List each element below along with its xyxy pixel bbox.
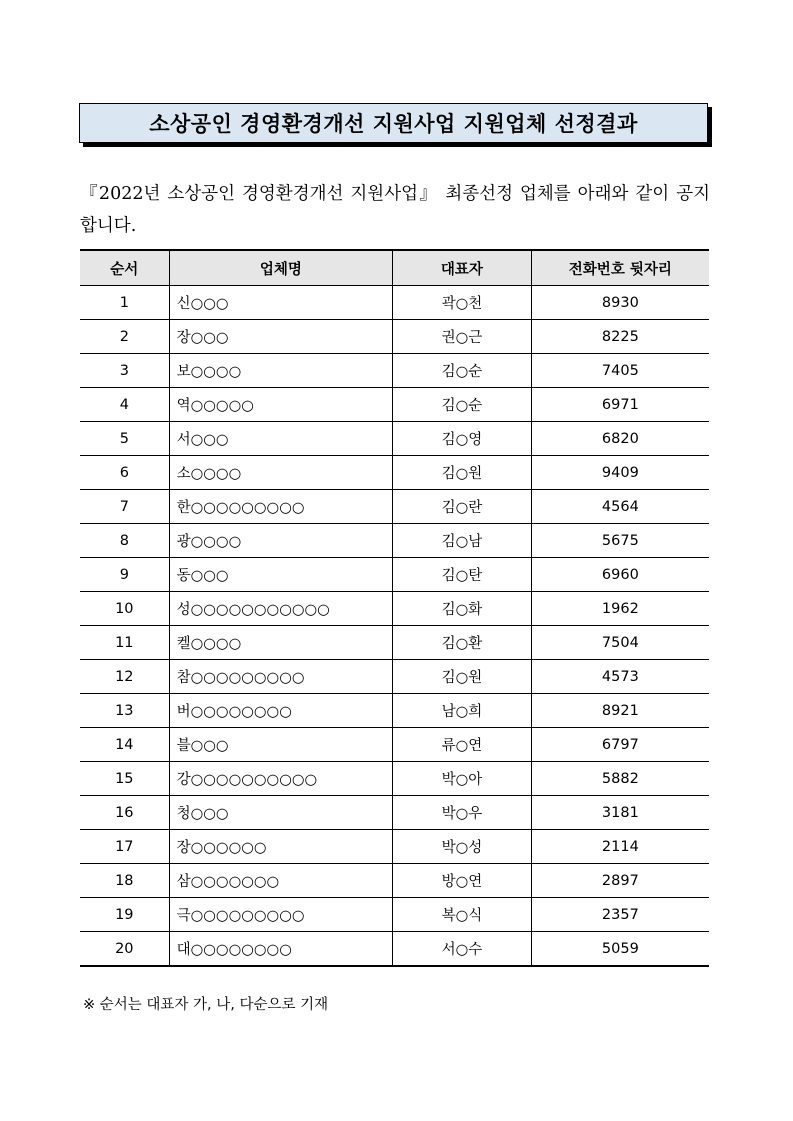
header-company: 업체명	[169, 250, 393, 286]
table-row	[80, 626, 709, 660]
cell-representative: 김○순	[393, 354, 532, 388]
table-row	[80, 456, 709, 490]
table-row	[80, 592, 709, 626]
cell-representative: 박○성	[393, 830, 532, 864]
table-row	[80, 796, 709, 830]
cell-company: 동○○○	[169, 558, 393, 592]
cell-phone-suffix: 9409	[531, 456, 709, 490]
cell-phone-suffix: 8225	[531, 320, 709, 354]
cell-order: 13	[80, 694, 169, 728]
cell-phone-suffix: 3181	[531, 796, 709, 830]
cell-phone-suffix: 6960	[531, 558, 709, 592]
cell-company: 장○○○○○○	[169, 830, 393, 864]
table-row	[80, 320, 709, 354]
table-row	[80, 354, 709, 388]
cell-order: 4	[80, 388, 169, 422]
cell-company: 블○○○	[169, 728, 393, 762]
cell-company: 광○○○○	[169, 524, 393, 558]
cell-phone-suffix: 8921	[531, 694, 709, 728]
cell-order: 15	[80, 762, 169, 796]
cell-representative: 김○화	[393, 592, 532, 626]
cell-company: 성○○○○○○○○○○○	[169, 592, 393, 626]
table-row	[80, 286, 709, 320]
header-phone-suffix: 전화번호 뒷자리	[531, 250, 709, 286]
intro-text: 『2022년 소상공인 경영환경개선 지원사업』 최종선정 업체를 아래와 같이 공지합니다.	[80, 184, 710, 236]
table-row	[80, 660, 709, 694]
cell-order: 1	[80, 286, 169, 320]
cell-company: 극○○○○○○○○○	[169, 898, 393, 932]
cell-representative: 김○원	[393, 660, 532, 694]
cell-phone-suffix: 5675	[531, 524, 709, 558]
cell-order: 11	[80, 626, 169, 660]
cell-order: 17	[80, 830, 169, 864]
table-row	[80, 864, 709, 898]
cell-representative: 방○연	[393, 864, 532, 898]
header-order: 순서	[80, 250, 169, 286]
cell-company: 장○○○	[169, 320, 393, 354]
cell-representative: 김○영	[393, 422, 532, 456]
cell-order: 16	[80, 796, 169, 830]
cell-phone-suffix: 2897	[531, 864, 709, 898]
cell-phone-suffix: 5882	[531, 762, 709, 796]
cell-company: 켈○○○○	[169, 626, 393, 660]
cell-representative: 복○식	[393, 898, 532, 932]
cell-phone-suffix: 7504	[531, 626, 709, 660]
cell-representative: 김○탄	[393, 558, 532, 592]
footnote: ※ 순서는 대표자 가, 나, 다순으로 기재	[83, 997, 329, 1013]
cell-phone-suffix: 5059	[531, 932, 709, 967]
cell-order: 3	[80, 354, 169, 388]
cell-order: 12	[80, 660, 169, 694]
header-representative: 대표자	[393, 250, 532, 286]
cell-phone-suffix: 6797	[531, 728, 709, 762]
cell-company: 역○○○○○	[169, 388, 393, 422]
cell-representative: 곽○천	[393, 286, 532, 320]
table-row	[80, 388, 709, 422]
table-body	[80, 286, 709, 967]
cell-order: 8	[80, 524, 169, 558]
cell-representative: 권○근	[393, 320, 532, 354]
table-row	[80, 558, 709, 592]
table-row	[80, 524, 709, 558]
cell-company: 서○○○	[169, 422, 393, 456]
cell-phone-suffix: 1962	[531, 592, 709, 626]
cell-company: 한○○○○○○○○○	[169, 490, 393, 524]
cell-representative: 김○원	[393, 456, 532, 490]
cell-order: 20	[80, 932, 169, 967]
table-row	[80, 422, 709, 456]
cell-phone-suffix: 7405	[531, 354, 709, 388]
cell-company: 강○○○○○○○○○○	[169, 762, 393, 796]
table-row	[80, 728, 709, 762]
cell-representative: 서○수	[393, 932, 532, 967]
table-row	[80, 694, 709, 728]
table-row	[80, 490, 709, 524]
cell-company: 참○○○○○○○○○	[169, 660, 393, 694]
cell-order: 14	[80, 728, 169, 762]
cell-phone-suffix: 2357	[531, 898, 709, 932]
table-row	[80, 932, 709, 967]
cell-phone-suffix: 6820	[531, 422, 709, 456]
cell-representative: 박○우	[393, 796, 532, 830]
cell-order: 19	[80, 898, 169, 932]
cell-company: 소○○○○	[169, 456, 393, 490]
table-header-row	[80, 250, 709, 286]
selection-table	[80, 249, 709, 967]
cell-representative: 김○순	[393, 388, 532, 422]
cell-order: 6	[80, 456, 169, 490]
cell-order: 9	[80, 558, 169, 592]
cell-company: 버○○○○○○○○	[169, 694, 393, 728]
cell-order: 5	[80, 422, 169, 456]
cell-phone-suffix: 4564	[531, 490, 709, 524]
cell-representative: 김○남	[393, 524, 532, 558]
cell-order: 10	[80, 592, 169, 626]
cell-order: 7	[80, 490, 169, 524]
cell-representative: 김○란	[393, 490, 532, 524]
cell-order: 18	[80, 864, 169, 898]
cell-company: 신○○○	[169, 286, 393, 320]
cell-phone-suffix: 8930	[531, 286, 709, 320]
cell-company: 대○○○○○○○○	[169, 932, 393, 967]
cell-company: 청○○○	[169, 796, 393, 830]
page-title: 소상공인 경영환경개선 지원사업 지원업체 선정결과	[79, 103, 708, 143]
cell-representative: 류○연	[393, 728, 532, 762]
title-banner	[79, 103, 712, 147]
table-row	[80, 762, 709, 796]
cell-representative: 남○희	[393, 694, 532, 728]
cell-company: 삼○○○○○○○	[169, 864, 393, 898]
cell-representative: 박○아	[393, 762, 532, 796]
cell-representative: 김○환	[393, 626, 532, 660]
cell-phone-suffix: 2114	[531, 830, 709, 864]
cell-company: 보○○○○	[169, 354, 393, 388]
table-row	[80, 830, 709, 864]
cell-order: 2	[80, 320, 169, 354]
table-row	[80, 898, 709, 932]
cell-phone-suffix: 6971	[531, 388, 709, 422]
cell-phone-suffix: 4573	[531, 660, 709, 694]
